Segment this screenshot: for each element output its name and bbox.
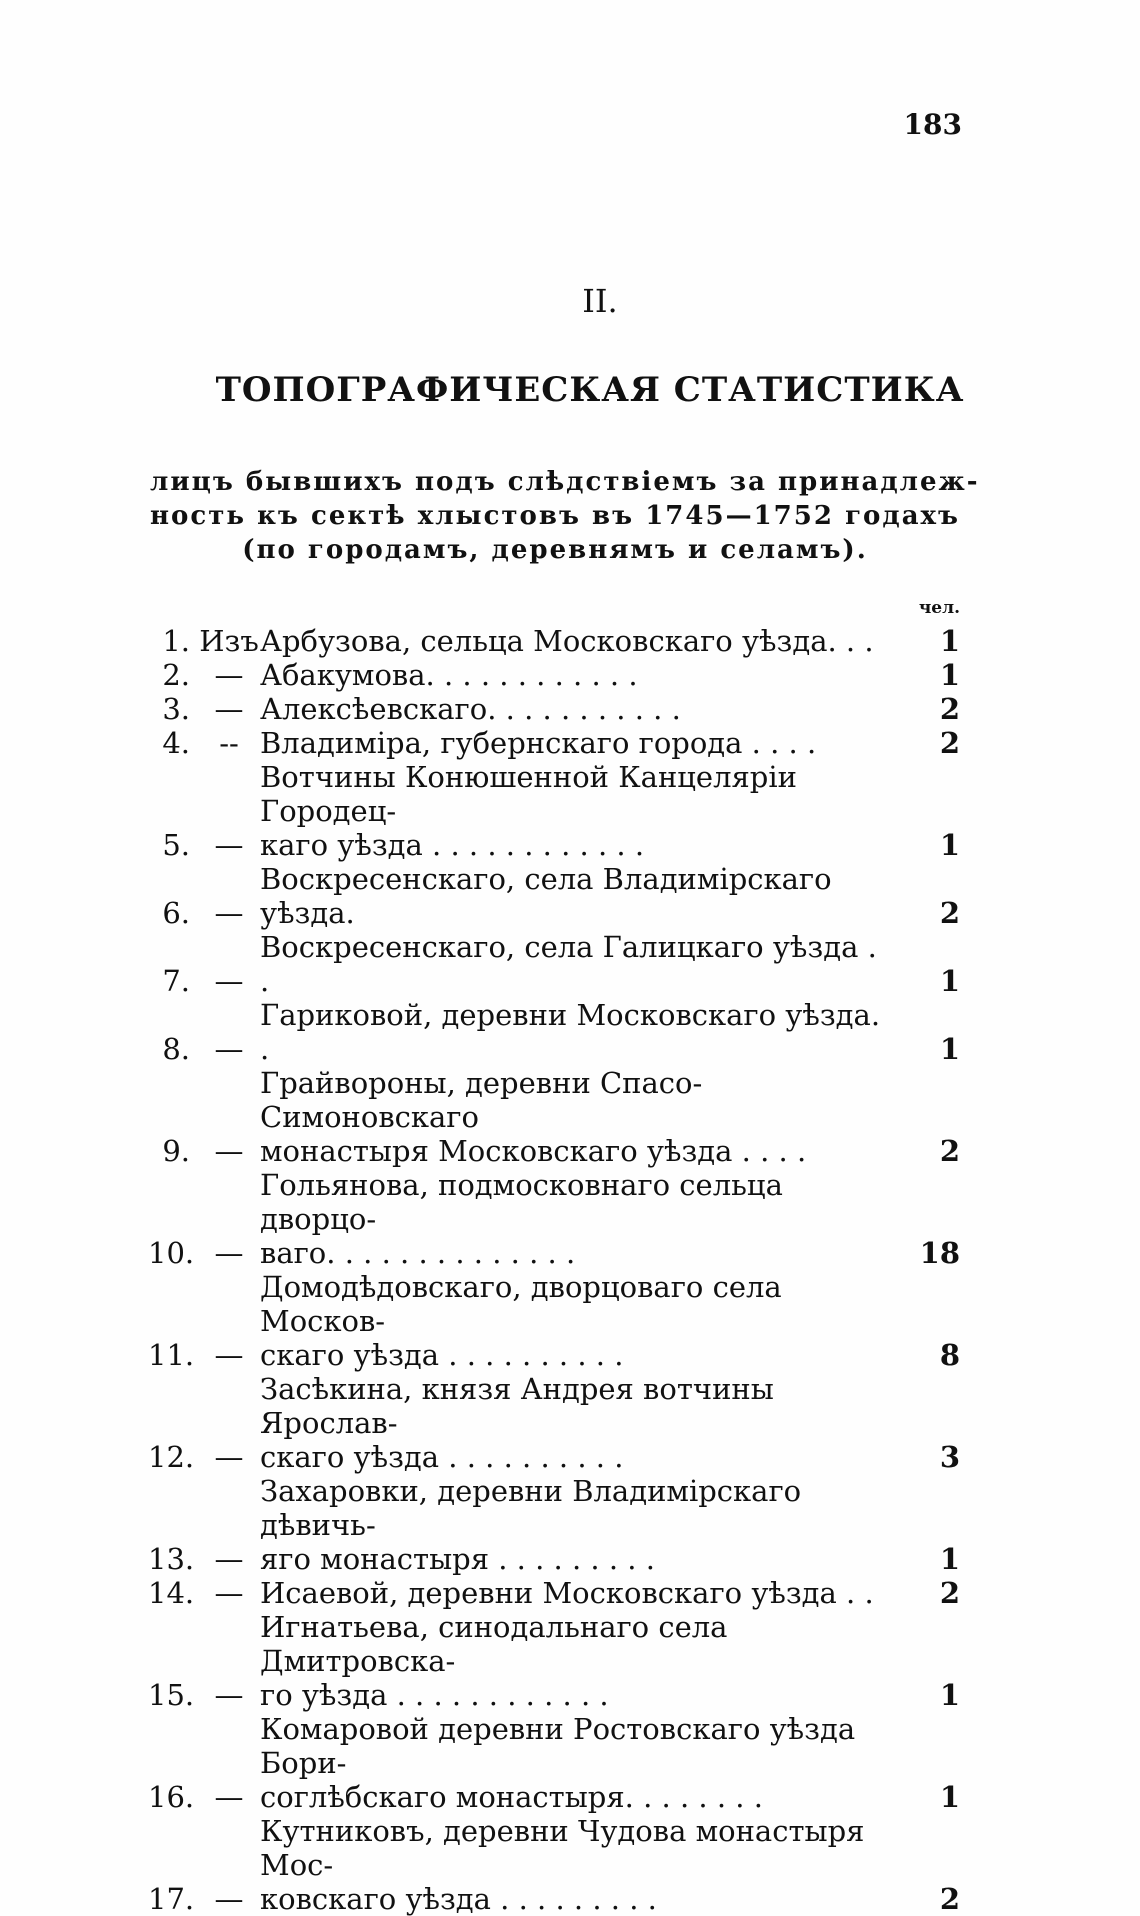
entry-number: 5. [162,828,190,862]
entry-line: Грайвороны, деревни Спасо-Симоновскаго [260,1066,703,1134]
entry-number: 4. [162,726,190,760]
entry-text [260,1372,894,1474]
list-item [148,1814,960,1916]
page-title: ТОПОГРАФИЧЕСКАЯ СТАТИСТИКА [215,370,965,410]
entry-count: 3 [939,1440,960,1474]
entry-text [260,862,894,930]
entry-count: 2 [939,1134,960,1168]
entry-count: 1 [939,1780,960,1814]
entry-count: 1 [939,964,960,998]
entry-number: 11. [148,1338,195,1372]
list-item [148,998,960,1066]
list-item [148,692,960,726]
list-item [148,760,960,862]
entry-number: 3. [162,692,190,726]
entry-count: 8 [939,1338,960,1372]
page-number: 183 [903,108,962,141]
entry-text [260,930,894,998]
entry-count: 1 [939,828,960,862]
entry-prefix: — [214,1576,244,1610]
entry-line: соглѣбскаго монастыря. . . . . . . . [260,1780,763,1814]
entry-text [260,998,894,1066]
entry-line: Воскресенскаго, села Галицкаго уѣзда . . [260,930,877,998]
list-item [148,624,960,658]
entry-number: 14. [148,1576,195,1610]
entry-line: монастыря Московскаго уѣзда . . . . [260,1134,807,1168]
entry-number: 15. [148,1678,195,1712]
entry-number: 16. [148,1780,195,1814]
entry-prefix: — [214,964,244,998]
entry-line: Гольянова, подмосковнаго сельца дворцо- [260,1168,783,1236]
list-item [148,862,960,930]
entry-line: скаго уѣзда . . . . . . . . . . [260,1338,624,1372]
entry-line: Арбузова, сельца Московскаго уѣзда. . . [260,624,874,658]
entry-line: Исаевой, деревни Московскаго уѣзда . . [260,1576,874,1610]
entry-prefix: — [214,658,244,692]
entry-text [260,1610,894,1712]
entry-text [260,1814,894,1916]
entry-text [260,1576,894,1610]
entry-number: 13. [148,1542,195,1576]
entry-count: 1 [939,658,960,692]
entry-prefix: — [214,1882,244,1916]
entry-line: ковскаго уѣзда . . . . . . . . . [260,1882,657,1916]
entry-prefix: — [214,1338,244,1372]
entry-prefix: — [214,1780,244,1814]
entry-count: 2 [939,726,960,760]
entry-line: Владиміра, губернскаго города . . . . [260,726,817,760]
entry-number: 10. [148,1236,195,1270]
entry-count: 18 [919,1236,960,1270]
entry-line: Захаровки, деревни Владимірскаго дѣвичь- [260,1474,802,1542]
entry-prefix: — [214,1134,244,1168]
entry-count: 1 [939,1032,960,1066]
list-item [148,726,960,760]
entry-prefix: — [214,1678,244,1712]
list-item [148,1168,960,1270]
entry-text [260,1474,894,1576]
entry-prefix: — [214,896,244,930]
entry-line: Воскресенскаго, села Владимірскаго уѣзда. [260,862,832,930]
entry-prefix: — [214,1236,244,1270]
entry-prefix: — [214,1440,244,1474]
section-number: II. [582,282,618,320]
entries-list [148,624,960,1916]
entry-count: 2 [939,1576,960,1610]
entry-number: 6. [162,896,190,930]
entry-count: 2 [939,1882,960,1916]
entry-number: 17. [148,1882,195,1916]
entry-text [260,726,894,760]
entry-line: яго монастыря . . . . . . . . . [260,1542,655,1576]
entry-line: го уѣзда . . . . . . . . . . . . [260,1678,609,1712]
entry-prefix: — [214,828,244,862]
subtitle-line: (по городамъ, деревнямъ и селамъ). [242,535,868,565]
entry-line: Комаровой деревни Ростовскаго уѣзда Бори- [260,1712,856,1780]
entry-count: 2 [939,692,960,726]
list-item [148,1610,960,1712]
entry-text [260,760,894,862]
list-item [148,1270,960,1372]
list-item [148,658,960,692]
entry-prefix: -- [219,726,239,760]
entry-text [260,658,894,692]
entry-prefix: — [214,692,244,726]
entry-line: ваго. . . . . . . . . . . . . . [260,1236,576,1270]
entry-text [260,1168,894,1270]
subtitle-line: ность къ сектѣ хлыстовъ въ 1745—1752 годахъ [150,501,960,531]
list-item [148,930,960,998]
entry-line: Засѣкина, князя Андрея вотчины Ярослав- [260,1372,774,1440]
entry-number: 9. [162,1134,190,1168]
entry-count: 1 [939,1678,960,1712]
entry-number: 12. [148,1440,195,1474]
entry-line: Алексѣевскаго. . . . . . . . . . . [260,692,681,726]
entry-count: 2 [939,896,960,930]
entry-line: Абакумова. . . . . . . . . . . . [260,658,638,692]
entry-text [260,624,894,658]
entry-number: 1. [162,624,190,658]
entry-prefix: — [214,1542,244,1576]
entry-line: Гариковой, деревни Московскаго уѣзда. . [260,998,881,1066]
entry-number: 2. [162,658,190,692]
entry-text [260,1712,894,1814]
entry-text [260,1066,894,1168]
subtitle-line: лицъ бывшихъ подъ слѣдствіемъ за принадлеж- [150,467,980,497]
entry-prefix: — [214,1032,244,1066]
entry-line: Кутниковъ, деревни Чудова монастыря Мос- [260,1814,865,1882]
entry-number: 8. [162,1032,190,1066]
list-item [148,1474,960,1576]
entry-text [260,692,894,726]
entry-line: каго уѣзда . . . . . . . . . . . . [260,828,645,862]
list-item [148,1066,960,1168]
entry-prefix: Изъ [199,624,259,658]
list-item [148,1712,960,1814]
list-item [148,1372,960,1474]
entry-number: 7. [162,964,190,998]
list-item [148,1576,960,1610]
column-header: чел. [918,598,960,618]
entry-line: скаго уѣзда . . . . . . . . . . [260,1440,624,1474]
entry-line: Вотчины Конюшенной Канцеляріи Городец- [260,760,797,828]
entry-line: Игнатьева, синодальнаго села Дмитровска- [260,1610,728,1678]
entry-count: 1 [939,624,960,658]
subtitle [150,465,980,567]
entry-text [260,1270,894,1372]
entry-count: 1 [939,1542,960,1576]
entry-line: Домодѣдовскаго, дворцоваго села Москов- [260,1270,782,1338]
